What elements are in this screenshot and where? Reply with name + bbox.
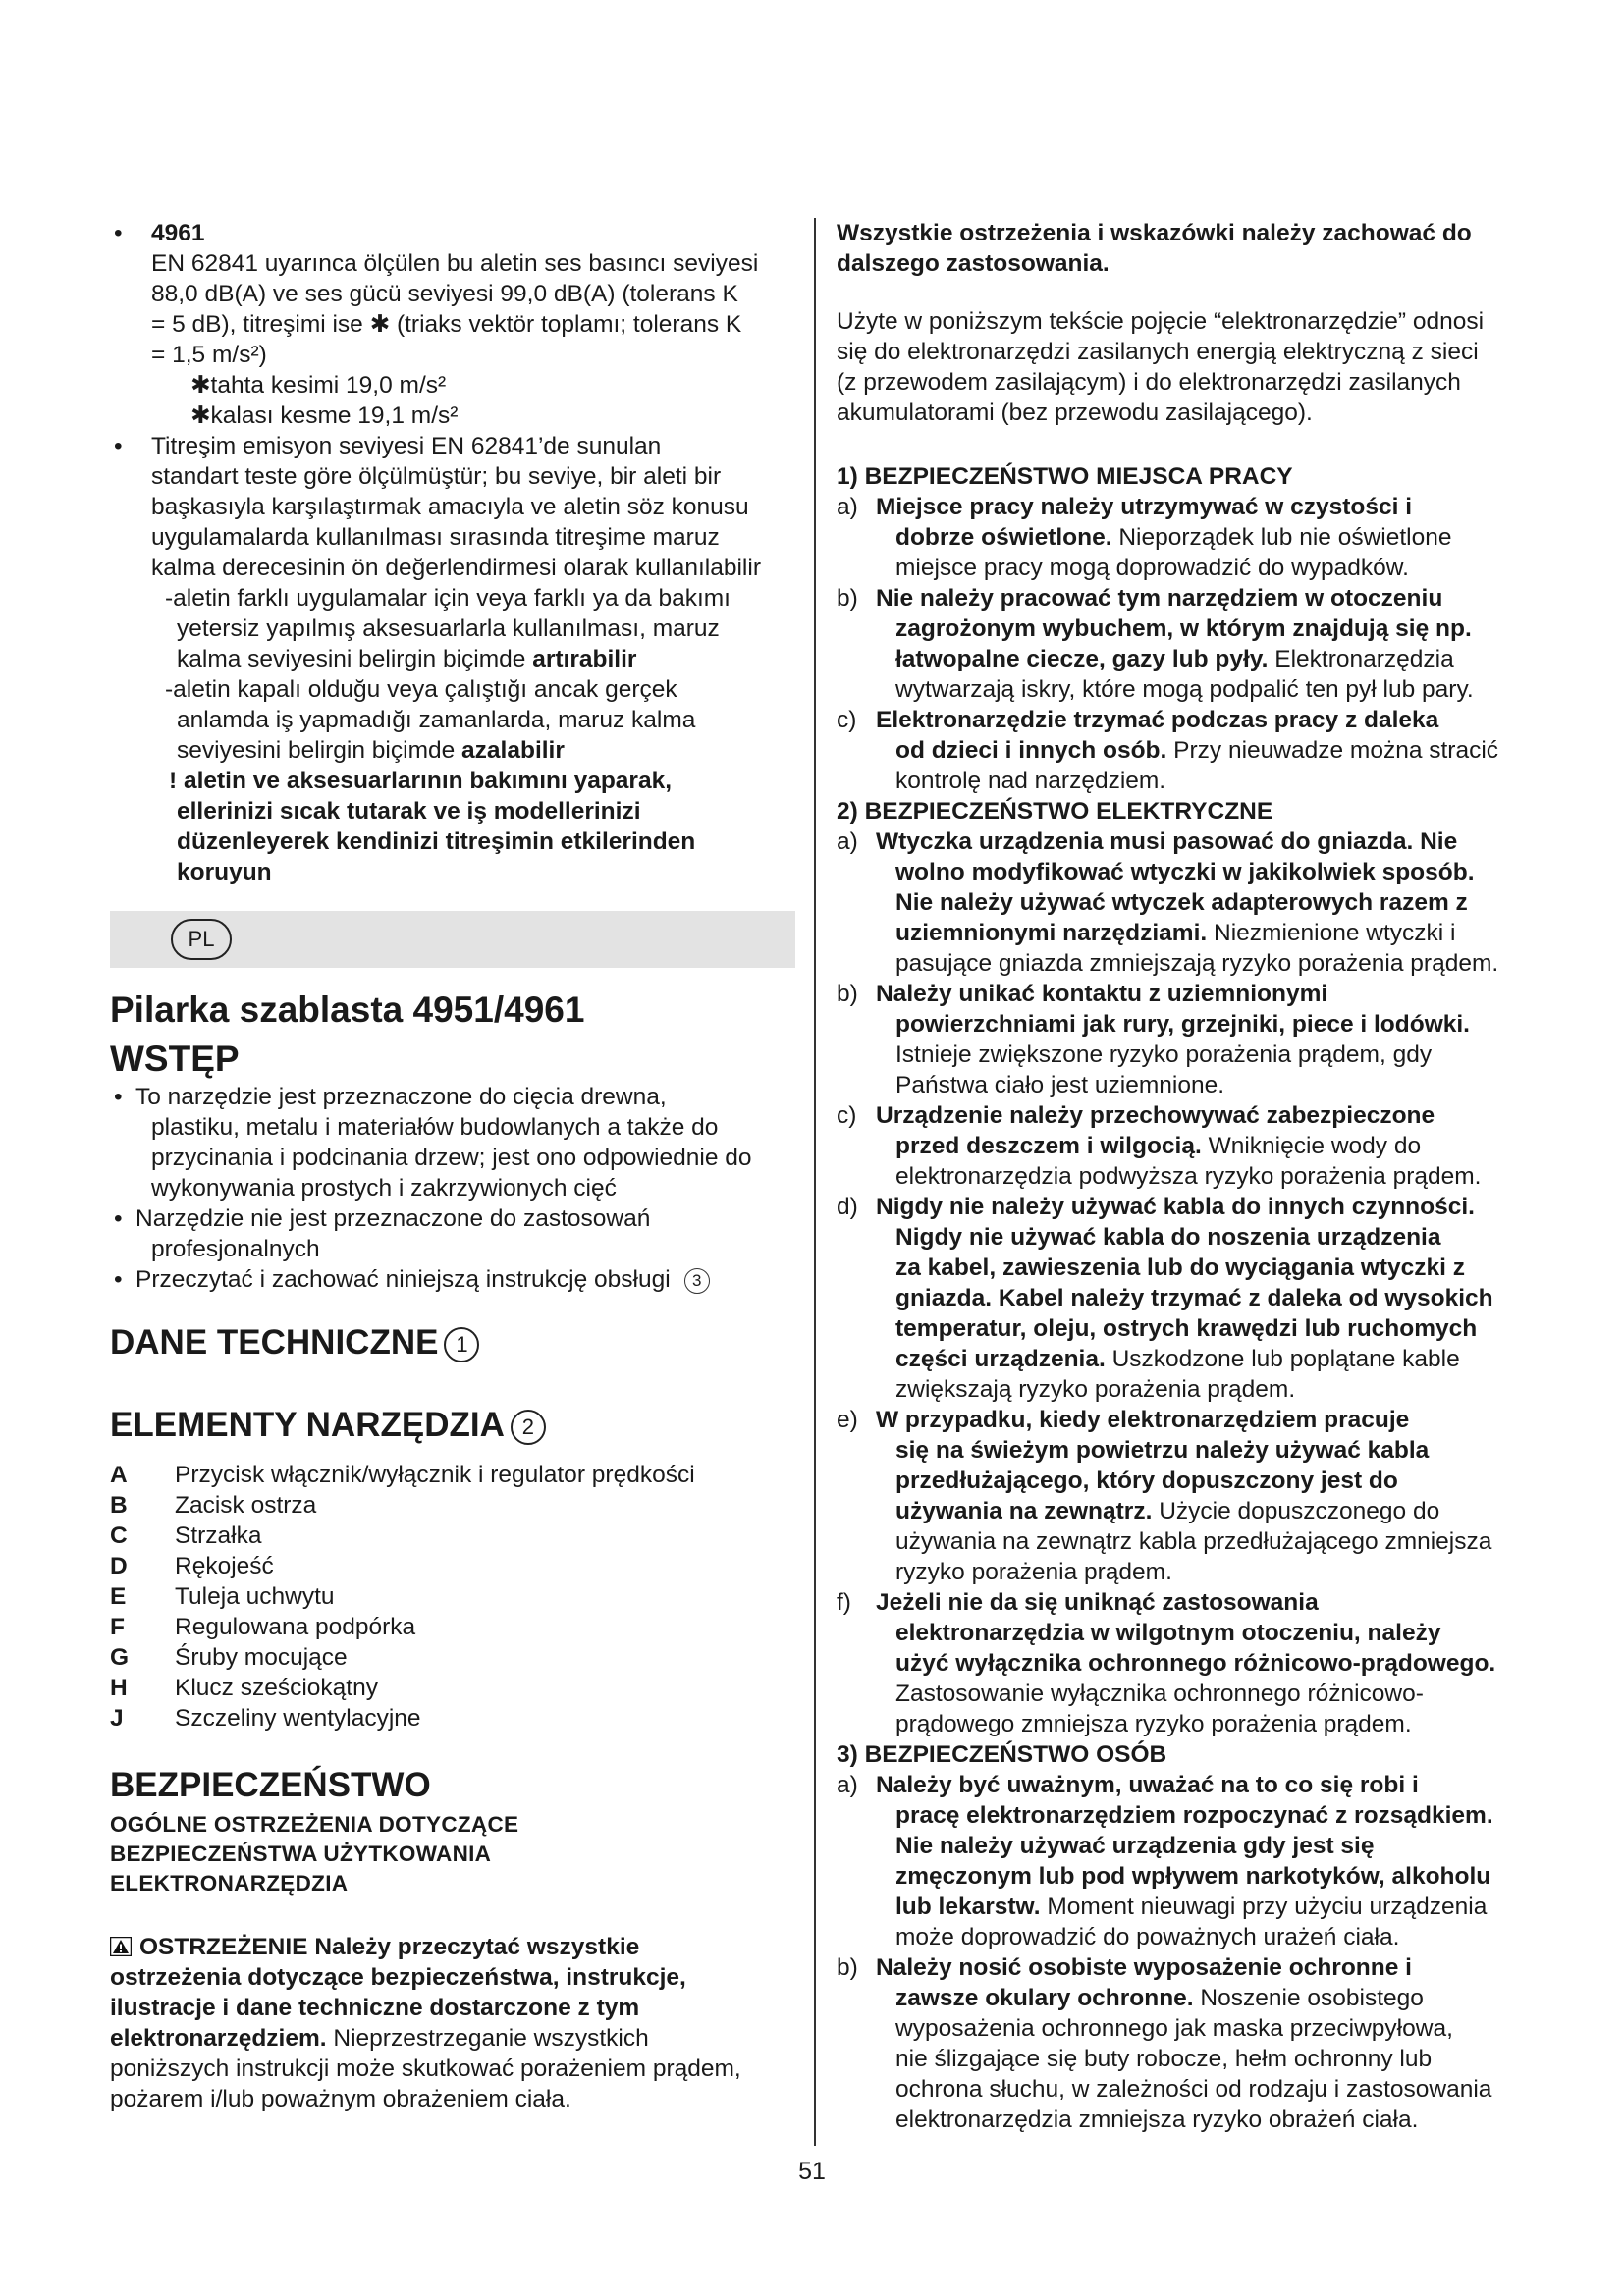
keep-instructions: Wszystkie ostrzeżenia i wskazówki należy zachować do dalszego zastosowania. <box>837 220 1472 277</box>
part-item: H Klucz sześciokątny <box>110 1675 378 1701</box>
safety-item: e) W przypadku, kiedy elektronarzędziem pracuje się na świeżym powietrzu należy używać kabla przedłużającego, który dopuszczony jest do używania na zewnątrz. Użycie dopuszczonego do używania na zewnątrz kabla przedłużającego zmniejsza ryzyko porażenia prądem. <box>837 1407 1492 1585</box>
safety-item: d) Nigdy nie należy używać kabla do innych czynności. Nigdy nie używać kabla do noszenia urządzenia za kabel, zawieszenia lub do wyciągania wtyczki z gniazda. Kabel należy trzymać z daleka od wysokich temperatur, oleju, ostrych krawędzi lub ruchomych części urządzenia. Uszkodzone lub poplątane kable zwiększają ryzyko porażenia prądem. <box>837 1194 1493 1403</box>
page-number: 51 <box>798 2158 826 2185</box>
part-item: A Przycisk włącznik/wyłącznik i regulator prędkości <box>110 1462 695 1488</box>
vibration-note: • Titreşim emisyon seviyesi EN 62841’de sunulan standart teste göre ölçülmüştür; bu seviye, bir aleti bir başkasıyla karşılaştırmak amacıyla ve aletin söz konusu uygulamalarda kullanılması sırasında titreşime maruz kalma derecesinin ön değerlendirmesi olarak kullanılabilir <box>114 433 761 581</box>
intro-heading: WSTĘP <box>110 1039 240 1079</box>
safety-subheading: OGÓLNE OSTRZEŻENIA DOTYCZĄCE BEZPIECZEŃSTWA UŻYTKOWANIA ELEKTRONARZĘDZIA <box>110 1812 519 1896</box>
vibration-decrease: -aletin kapalı olduğu veya çalıştığı ancak gerçek anlamda iş yapmadığı zamanlarda, maruz kalma seviyesini belirgin biçimde azalabilir <box>165 676 696 764</box>
vibration-warning: ! aletin ve aksesuarlarının bakımını yaparak, ellerinizi sıcak tutarak ve iş modellerinizi düzenleyerek kendinizi titreşimin etkilerinden koruyun <box>169 768 696 885</box>
list-item: • Przeczytać i zachować niniejszą instrukcję obsługi 3 <box>110 1264 795 1295</box>
safety-item: b) Należy unikać kontaktu z uziemnionymi powierzchniami jak rury, grzejniki, piece i lodówki. Istnieje zwiększone ryzyko porażenia prądem, gdy Państwa ciało jest uziemnione. <box>837 981 1470 1098</box>
part-item: D Rękojeść <box>110 1553 274 1579</box>
warning-triangle-icon <box>110 1937 132 1956</box>
tool-elements-heading: ELEMENTY NARZĘDZIA 2 <box>110 1403 795 1448</box>
part-item: J Szczeliny wentylacyjne <box>110 1705 421 1732</box>
part-item: C Strzałka <box>110 1522 262 1549</box>
parts-list <box>110 1460 795 1734</box>
vibration-beam: ✱kalası kesme 19,1 m/s² <box>190 402 459 429</box>
safety-item: a) Miejsce pracy należy utrzymywać w czystości i dobrze oświetlone. Nieporządek lub nie oświetlone miejsce pracy mogą doprowadzić do wypadków. <box>837 494 1452 581</box>
safety-item: b) Należy nosić osobiste wyposażenie ochronne i zawsze okulary ochronne. Noszenie osobistego wyposażenia ochronnego jak maska przeciwpyłowa, nie ślizgające się buty robocze, hełm ochronny lub ochrona słuchu, w zależności od rodzaju i zastosowania elektronarzędzia zmniejsza ryzyko obrażeń ciała. <box>837 1954 1492 2133</box>
figure-ref-1: 1 <box>444 1327 479 1362</box>
safety-item: f) Jeżeli nie da się uniknąć zastosowania elektronarzędzia w wilgotnym otoczeniu, należy użyć wyłącznika ochronnego różnicowo-prądowego. Zastosowanie wyłącznika ochronnego różnicowo- prądowego zmniejsza ryzyko porażenia prądem. <box>837 1589 1496 1737</box>
general-warning: OSTRZEŻENIE Należy przeczytać wszystkie ostrzeżenia dotyczące bezpieczeństwa, instrukcje, ilustracje i dane techniczne dostarczone z tym elektronarzędziem. Nieprzestrzeganie wszystkich poniższych instrukcji może skutkować porażeniem prądem, pożarem i/lub poważnym obrażeniem ciała. <box>110 1934 741 2112</box>
part-item: F Regulowana podpórka <box>110 1614 416 1640</box>
left-column <box>110 218 795 2114</box>
column-divider <box>814 218 816 2146</box>
section-electrical: 2) BEZPIECZEŃSTWO ELEKTRYCZNE <box>837 798 1273 825</box>
section-personal: 3) BEZPIECZEŃSTWO OSÓB <box>837 1741 1167 1768</box>
electrical-list <box>837 827 1528 1739</box>
part-item: G Śruby mocujące <box>110 1644 348 1671</box>
safety-item: c) Elektronarzędzie trzymać podczas pracy z daleka od dzieci i innych osób. Przy nieuwadze można stracić kontrolę nad narzędziem. <box>837 707 1499 794</box>
language-badge: PL <box>171 919 232 960</box>
right-column <box>837 218 1528 2135</box>
section-work-area: 1) BEZPIECZEŃSTWO MIEJSCA PRACY <box>837 463 1293 490</box>
personal-list <box>837 1770 1528 2135</box>
model-number: 4961 <box>151 220 205 246</box>
language-bar <box>110 911 795 968</box>
work-area-list <box>837 492 1528 796</box>
figure-ref-2: 2 <box>511 1410 546 1445</box>
document-title: Pilarka szablasta 4951/4961 <box>110 989 585 1030</box>
intro-list <box>110 1082 795 1295</box>
tech-data-heading: DANE TECHNICZNE 1 <box>110 1320 795 1365</box>
safety-item: a) Należy być uważnym, uważać na to co się robi i pracę elektronarzędziem rozpoczynać z rozsądkiem. Nie należy używać urządzenia gdy jest się zmęczonym lub pod wpływem narkotyków, alkoholu lub lekarstw. Moment nieuwagi przy użyciu urządzenia może doprowadzić do poważnych urażeń ciała. <box>837 1772 1493 1950</box>
part-item: E Tuleja uchwytu <box>110 1583 335 1610</box>
safety-item: c) Urządzenie należy przechowywać zabezpieczone przed deszczem i wilgocią. Wniknięcie wody do elektronarzędzia podwyższa ryzyko porażenia prądem. <box>837 1102 1482 1190</box>
figure-ref-3: 3 <box>684 1268 710 1294</box>
list-item: • To narzędzie jest przeznaczone do cięcia drewna, plastiku, metalu i materiałów budowlanych a także do przycinania i podcinania drzew; jest ono odpowiednie do wykonywania prostych i zakrzywionych cięć <box>114 1084 752 1201</box>
safety-item: a) Wtyczka urządzenia musi pasować do gniazda. Nie wolno modyfikować wtyczki w jakikolwiek sposób. Nie należy używać wtyczek adapterowych razem z uziemnionymi narzędziami. Niezmienione wtyczki i pasujące gniazda zmniejszają ryzyko porażenia prądem. <box>837 828 1499 977</box>
safety-heading: BEZPIECZEŃSTWO <box>110 1766 431 1804</box>
safety-item: b) Nie należy pracować tym narzędziem w otoczeniu zagrożonym wybuchem, w którym znajdują się np. łatwopalne ciecze, gazy lub pyły. Elektronarzędzia wytwarzają iskry, które mogą podpalić ten pył lub pary. <box>837 585 1474 703</box>
term-definition: Użyte w poniższym tekście pojęcie “elektronarzędzie” odnosi się do elektronarzędzi zasilanych energią elektryczną z sieci (z przewodem zasilającym) i do elektronarzędzi zasilanych akumulatorami (bez przewodu zasilającego). <box>837 308 1485 426</box>
part-item: B Zacisk ostrza <box>110 1492 317 1519</box>
vibration-wood: ✱tahta kesimi 19,0 m/s² <box>190 372 447 399</box>
noise-spec: EN 62841 uyarınca ölçülen bu aletin ses basıncı seviyesi 88,0 dB(A) ve ses gücü seviyesi 99,0 dB(A) (tolerans K = 5 dB), titreşimi ise ✱ (triaks vektör toplamı; tolerans K = 1,5 m/s²) <box>151 250 759 368</box>
vibration-increase: -aletin farklı uygulamalar için veya farklı ya da bakımı yetersiz yapılmış aksesuarlarla kullanılması, maruz kalma seviyesini belirgin biçimde artırabilir <box>165 585 731 672</box>
model-4961-block: • 4961 EN 62841 uyarınca ölçülen bu aletin ses basıncı seviyesi 88,0 dB(A) ve ses gücü seviyesi 99,0 dB(A) (tolerans K = 5 dB), titreşimi ise ✱ (triaks vektör toplamı; tolerans K = 1,5 m/s²) <box>110 218 795 370</box>
list-item: • Narzędzie nie jest przeznaczone do zastosowań profesjonalnych <box>114 1205 651 1262</box>
